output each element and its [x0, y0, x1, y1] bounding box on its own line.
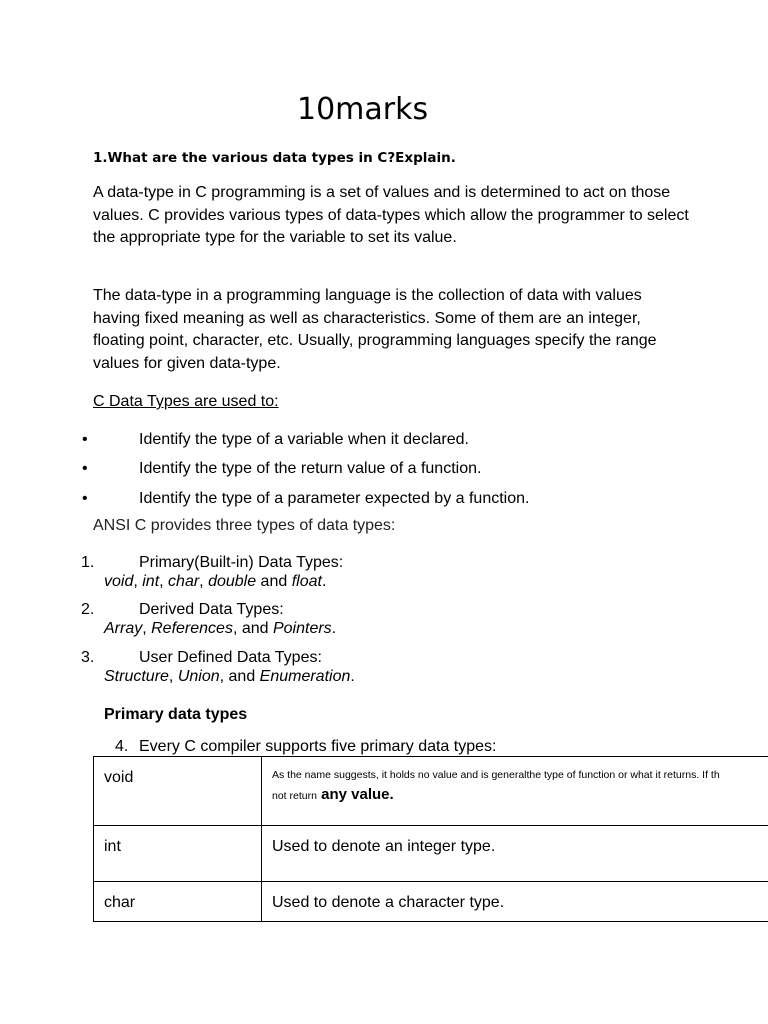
- type-name: Structure: [104, 668, 169, 685]
- primary-heading: Primary data types: [104, 706, 248, 723]
- type-name: Enumeration: [259, 668, 351, 685]
- data-types-table: [93, 756, 768, 922]
- category-number: 1.: [81, 554, 95, 571]
- description-cell: Used to denote a character type.: [262, 882, 768, 922]
- category-number: 3.: [81, 649, 95, 666]
- ansi-line: ANSI C provides three types of data types:: [93, 517, 396, 534]
- type-name: Pointers: [272, 620, 332, 637]
- category-examples: Structure, Union, and Enumeration.: [104, 668, 355, 685]
- type-name: void: [104, 573, 134, 590]
- page-title: 10marks: [297, 92, 429, 127]
- category-number: 2.: [81, 601, 95, 618]
- category-heading: Derived Data Types:: [139, 601, 284, 618]
- type-name: References: [151, 620, 233, 637]
- type-name: double: [208, 573, 257, 590]
- table-row: [94, 757, 768, 826]
- description-cell: Used to denote an integer type.: [262, 826, 768, 882]
- category-heading: Primary(Built-in) Data Types:: [139, 554, 344, 571]
- primary-intro: [115, 736, 496, 758]
- type-name: char: [168, 573, 200, 590]
- type-name: int: [142, 573, 160, 590]
- question-heading: 1.What are the various data types in C?Explain.: [93, 150, 456, 166]
- list-item-text: Identify the type of a variable when it declared.: [139, 431, 469, 448]
- description-cell: As the name suggests, it holds no value and is generalthe type of function or what it returns. If th not return any value.: [262, 757, 768, 826]
- bullet-icon: •: [82, 460, 88, 477]
- list-item-text: Identify the type of a parameter expected by a function.: [139, 490, 530, 507]
- bullet-icon: •: [82, 431, 88, 448]
- uses-heading: C Data Types are used to:: [93, 393, 279, 410]
- category-heading: User Defined Data Types:: [139, 649, 322, 666]
- table-row: [94, 882, 768, 922]
- type-name: float: [291, 573, 322, 590]
- list-item-text: Identify the type of the return value of a function.: [139, 460, 482, 477]
- bullet-icon: •: [82, 490, 88, 507]
- type-cell: char: [94, 882, 262, 922]
- primary-intro-text: Every C compiler supports five primary data types:: [139, 738, 497, 755]
- primary-intro-number: 4.: [115, 738, 129, 755]
- type-name: Union: [177, 668, 220, 685]
- type-cell: int: [94, 826, 262, 882]
- intro-paragraph: A data-type in C programming is a set of values and is determined to act on those values. C provides various types of data-types which allow the programmer to select the appropriate type for the variable to set its value.: [93, 184, 689, 246]
- type-cell: void: [94, 757, 262, 826]
- definition-paragraph: The data-type in a programming language is the collection of data with values having fixed meaning as well as characteristics. Some of them are an integer, floating point, character, etc. Usually, programming languages specify the range values for given data-type.: [93, 287, 657, 372]
- category-examples: Array, References, and Pointers.: [104, 620, 337, 637]
- category-examples: void, int, char, double and float.: [104, 573, 327, 590]
- table-row: [94, 826, 768, 882]
- type-name: Array: [104, 620, 143, 637]
